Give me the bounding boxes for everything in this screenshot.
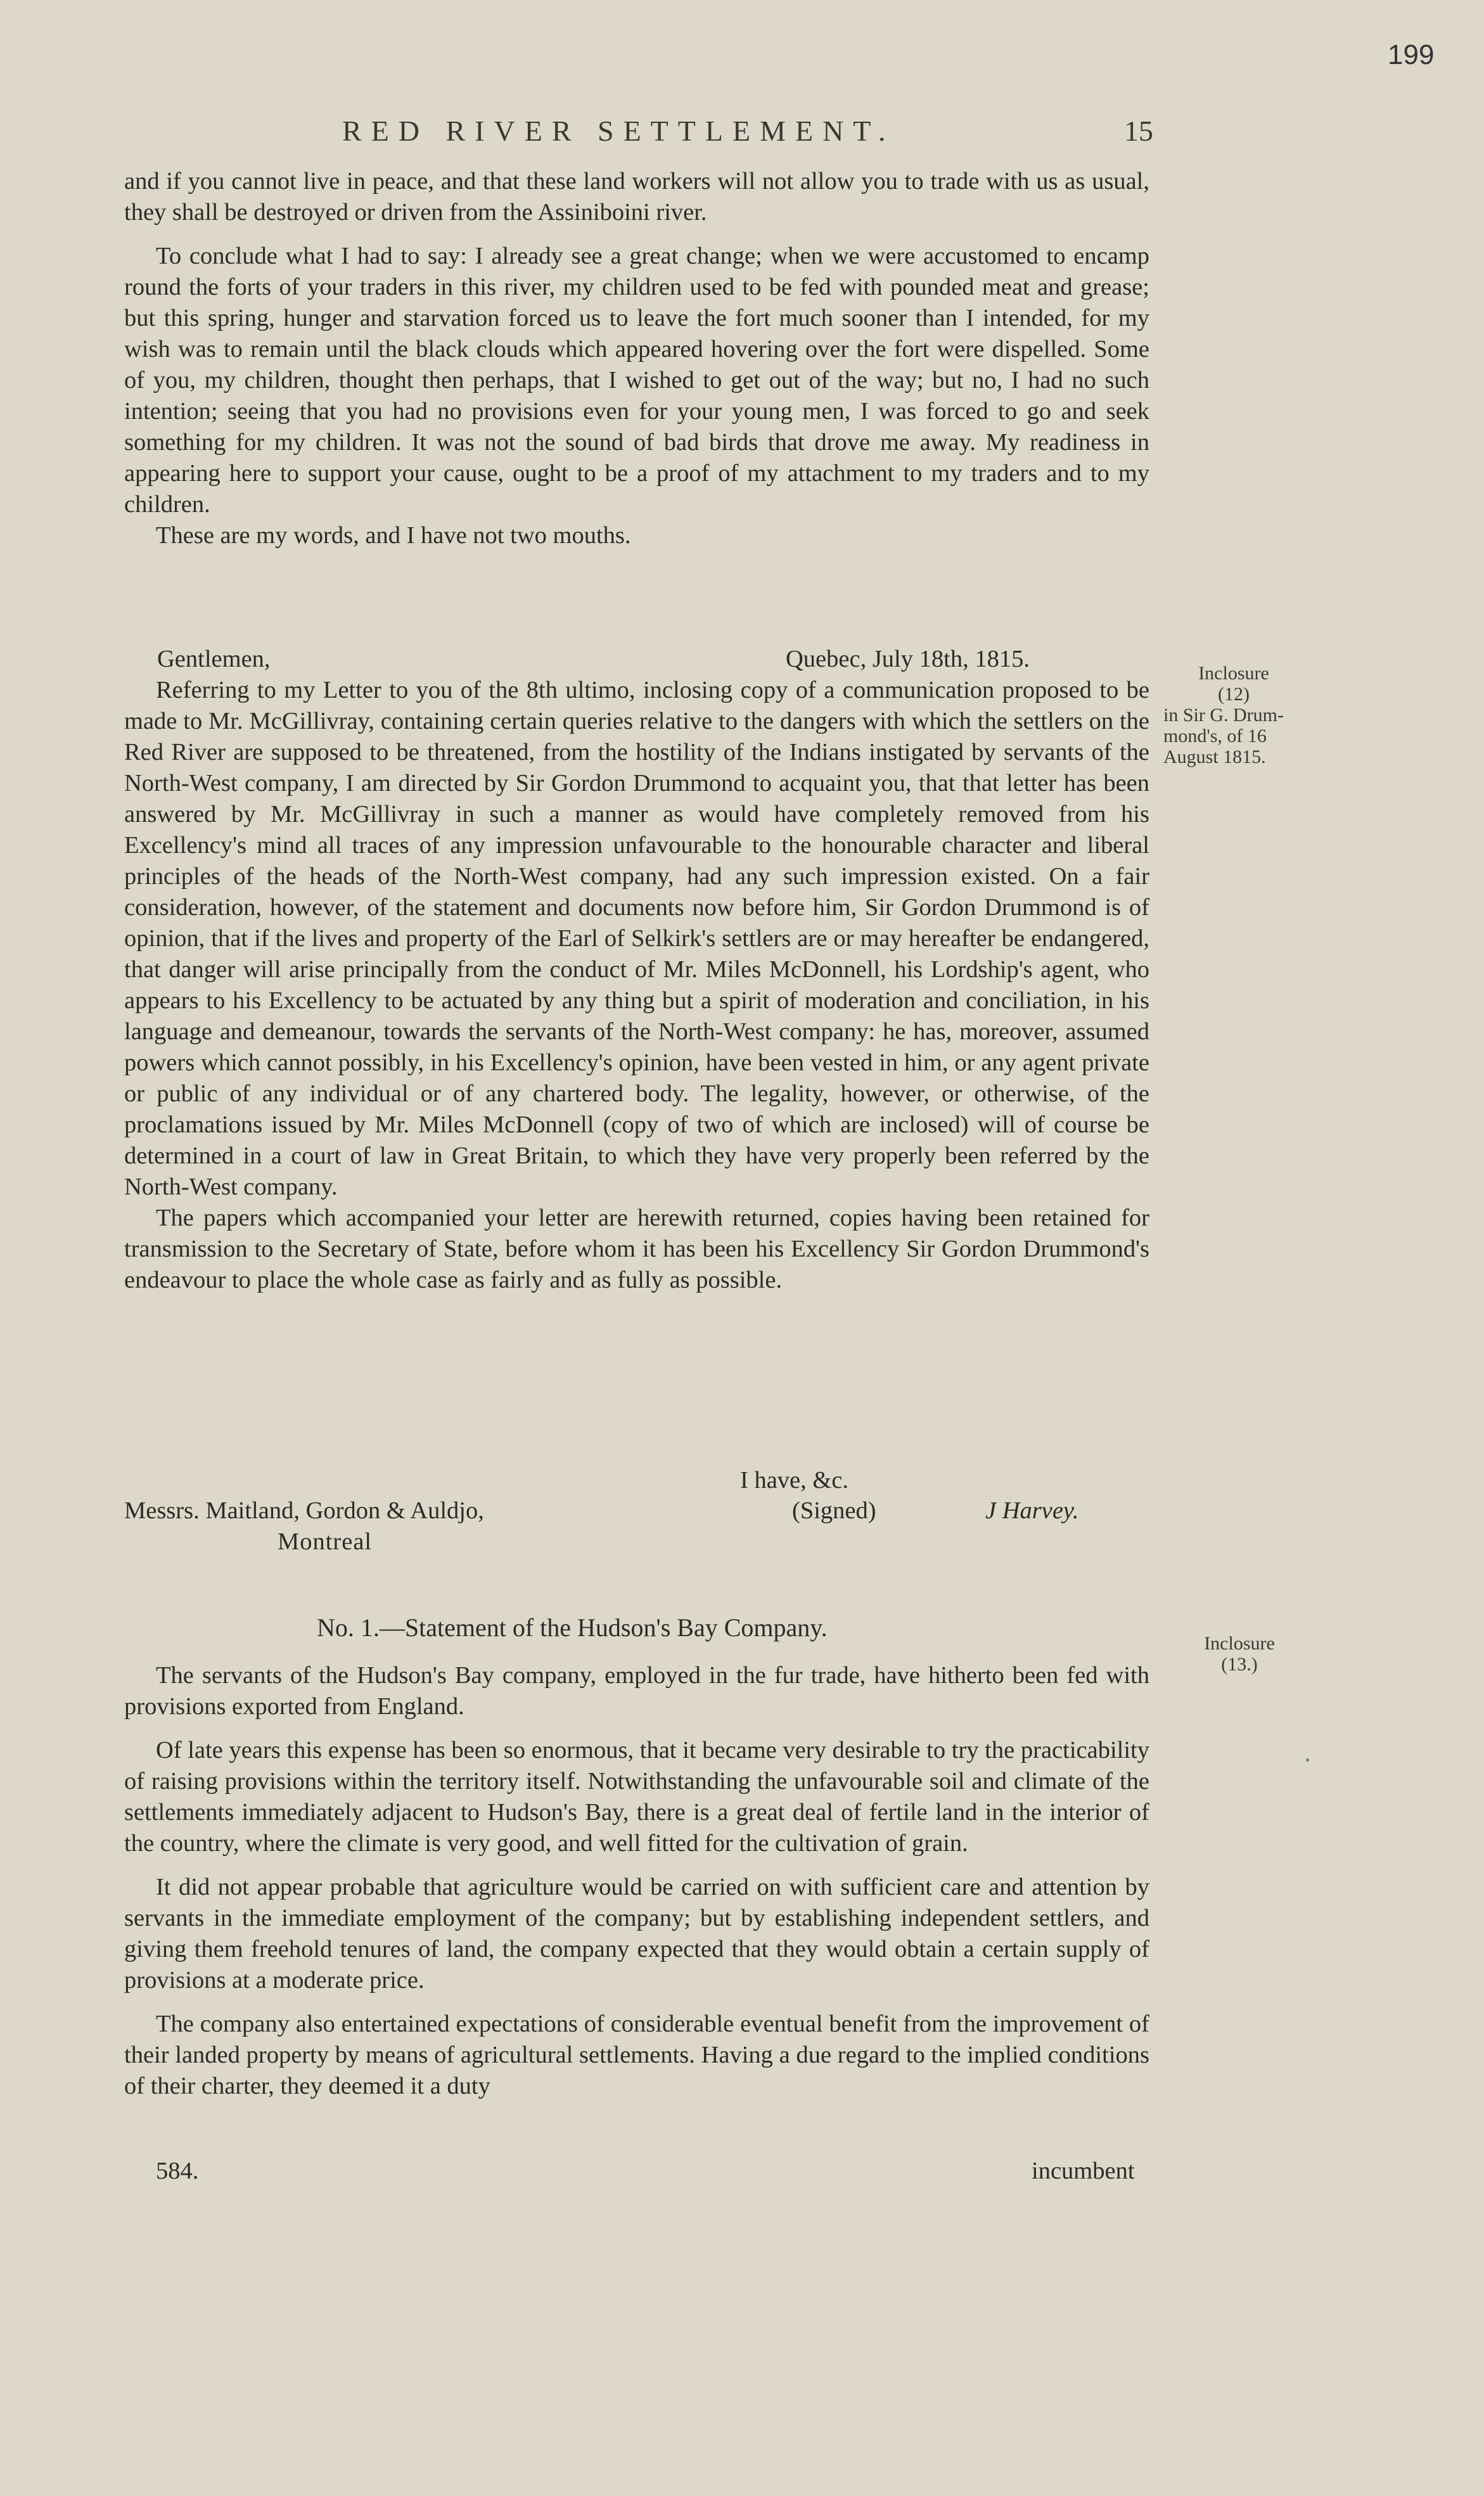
letter-body <box>124 675 1149 1296</box>
folio: 15 <box>1124 115 1153 147</box>
page-number: 199 <box>1388 39 1435 70</box>
statement-title: No. 1.—Statement of the Hudson's Bay Company. <box>317 1613 828 1642</box>
speech-section <box>124 166 1149 551</box>
paragraph: The company also entertained expectations of considerable eventual benefit from the improvement of their landed property by means of agricultural settlements. Having a due regard to the implied conditions of their charter, they deemed it a duty <box>124 2011 1149 2099</box>
paragraph: These are my words, and I have not two mouths. <box>156 522 631 549</box>
paragraph: The papers which accompanied your letter are herewith returned, copies having been retained for transmission to the Secretary of State, before whom it has been his Excellency Sir Gordon Drummond's endeavour to place the whole case as fairly and as fully as possible. <box>124 1205 1149 1293</box>
paragraph: Referring to my Letter to you of the 8th ultimo, inclosing copy of a communication proposed to be made to Mr. McGillivray, containing certain queries relative to the dangers with which the settlers on the Red River are supposed to be threatened, from the hostility of the Indians instigated by servants of the North-West company, I am directed by Sir Gordon Drummond to acquaint you, that that letter has been answered by Mr. McGillivray in such a manner as would have completely removed from his Excellency's mind all traces of any impression unfavourable to the honourable character and liberal principles of the heads of the North-West company, had any such impression existed. On a fair consideration, however, of the statement and documents now before him, Sir Gordon Drummond is of opinion, that if the lives and property of the Earl of Selkirk's settlers are or may hereafter be endangered, that danger will arise principally from the conduct of Mr. Miles McDonnell, his Lordship's agent, who appears to his Excellency to be actuated by any thing but a spirit of moderation and conciliation, in his language and demeanour, towards the servants of the North-West company: he has, moreover, assumed powers which cannot possibly, in his Excellency's opinion, have been vested in him, or any agent private or public of any individual or of any chartered body. The legality, however, or otherwise, of the proclamations issued by Mr. Miles McDonnell (copy of two of which are inclosed) will of course be determined in a court of law in Great Britain, to which they have very properly been referred by the North-West company. <box>124 677 1149 1200</box>
signed-mark: (Signed) <box>792 1497 876 1524</box>
paragraph: It did not appear probable that agriculture would be carried on with sufficient care and attention by servants in the immediate employment of the company; but by establishing independent settlers, and giving them freehold tenures of land, the company expected that they would obtain a certain supply of provisions at a moderate price. <box>124 1874 1149 1994</box>
signature-mark: 584. <box>156 2158 199 2184</box>
place: Montreal <box>278 1528 373 1555</box>
closing: I have, &c. <box>740 1467 849 1494</box>
signature: J Harvey. <box>985 1497 1079 1524</box>
catchword: incumbent <box>1032 2158 1135 2184</box>
paragraph: Of late years this expense has been so enormous, that it became very desirable to try the practicability of raising provisions within the territory itself. Notwithstanding the unfavourable soil and climate of the settlements immediately adjacent to Hudson's Bay, there is a great deal of fertile land in the interior of the country, where the climate is very good, and well fitted for the cultivation of grain. <box>124 1737 1149 1857</box>
paragraph: and if you cannot live in peace, and that these land workers will not allow you to trade with us as usual, they shall be destroyed or driven from the Assiniboini river. <box>124 168 1149 226</box>
running-head-title: RED RIVER SETTLEMENT. <box>342 115 895 147</box>
paragraph: To conclude what I had to say: I already see a great change; when we were accustomed to encamp round the forts of your traders in this river, my children used to be fed with pounded meat and grease; but this spring, hunger and starvation forced us to leave the fort much sooner than I intended, for my wish was to remain until the black clouds which appeared hovering over the fort were dispelled. Some of you, my children, thought then perhaps, that I wished to get out of the way; but no, I had no such intention; seeing that you had no provisions even for your young men, I was forced to go and seek something for my children. It was not the sound of bad birds that drove me away. My readiness in appearing here to support your cause, ought to be a proof of my attachment to my traders and to my children. <box>124 243 1149 518</box>
running-head <box>127 114 1153 152</box>
salutation: Gentlemen, <box>157 646 271 672</box>
addressee: Messrs. Maitland, Gordon & Auldjo, <box>124 1497 484 1524</box>
dateline: Quebec, July 18th, 1815. <box>786 646 1030 672</box>
margin-note-inclosure-13: Inclosure (13.) <box>1204 1633 1275 1675</box>
margin-note-inclosure-12: Inclosure (12) in Sir G. Drum- mond's, of 16 August 1815. <box>1163 663 1284 767</box>
stray-mark <box>1306 1758 1309 1762</box>
paragraph: The servants of the Hudson's Bay company, employed in the fur trade, have hitherto been fed with provisions exported from England. <box>124 1662 1149 1720</box>
statement-body <box>124 1660 1149 2102</box>
